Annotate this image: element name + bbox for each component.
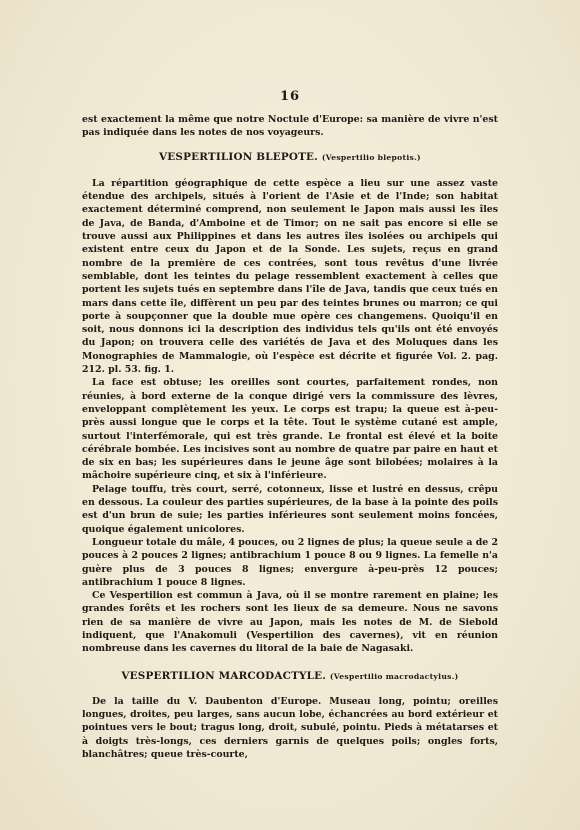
section-title: VESPERTILION MARCODACTYLE. — [121, 669, 327, 682]
paragraph: Ce Vespertilion est commun à Java, où il se montre rarement en plaine; les grandes forêts et les rochers sont les lieux de sa demeure. Nous ne savons rien de sa manière de vivre au Japon, mais les notes de M. de Siebold indiquent, que l'Anakomuli (Vespertilion des cavernes), vit en réunion nombreuse dans les cavernes du litoral de la baie de Nagasaki. — [82, 590, 498, 655]
section-title: VESPERTILION BLEPOTE. — [159, 150, 318, 163]
body-text — [82, 113, 498, 761]
paragraph: De la taille du V. Daubenton d'Europe. Museau long, pointu; oreilles longues, droites, peu larges, sans aucun lobe, échancrées au bord extérieur et pointues vers le bout; tragus long, droit, subulé, pointu. Pieds à métatarses et à doigts très-longs, ces derniers garnis de quelques poils; ongles forts, blanchâtres; queue très-courte, — [82, 695, 498, 761]
section-heading-blepote — [82, 151, 498, 164]
paragraph: La face est obtuse; les oreilles sont courtes, parfaitement rondes, non réunies, à bord externe de la conque dirigé vers la commissure des lèvres, enveloppant complètement les yeux. Le corps est trapu; la queue est à-peu-près aussi longue que le corps et la tête. Tout le système cutané est ample, surtout l'interfémorale, qui est très grande. Le frontal est élevé et la boite cérébrale bombée. Les incisives sont au nombre de quatre par paire en haut et de six en bas; les supérieures dans le jeune âge sont bilobées; molaires à la mâchoire supérieure cinq, et six à l'inférieure. — [82, 377, 498, 482]
paragraph: Pelage touffu, très court, serré, cotonneux, lisse et lustré en dessus, crêpu en dessous. La couleur des parties supérieures, de la base à la pointe des poils est d'un brun de suie; les parties inférieures sont seulement moins foncées, quoique également unicolores. — [82, 483, 498, 535]
intro-paragraph: est exactement la même que notre Noctule d'Europe: sa manière de vivre n'est pas indiquée dans les notes de nos voyageurs. — [82, 114, 498, 139]
paragraph: Longueur totale du mâle, 4 pouces, ou 2 lignes de plus; la queue seule a de 2 pouces à 2 pouces 2 lignes; antibrachium 1 pouce 8 ou 9 lignes. La femelle n'a guère plus de 3 pouces 8 lignes; envergure à-peu-près 12 pouces; antibrachium 1 pouce 8 lignes. — [82, 536, 498, 588]
section-latin-name: (Vespertilio macrodactylus.) — [329, 671, 459, 681]
page-number: 16 — [279, 89, 301, 104]
section-latin-name: (Vespertilio blepotis.) — [321, 152, 421, 162]
section-heading-marcodactyle — [82, 670, 498, 683]
paragraph: La répartition géographique de cette espèce a lieu sur une assez vaste étendue des archipels, situés à l'orient de l'Asie et de l'Inde; son habitat exactement déterminé comprend, non seulement le Japon mais aussi les îles de Java, de Banda, d'Amboine et de Timor; on ne sait pas encore si elle se trouve aussi aux Philippines et dans les autres îles isolées ou archipels qui existent entre ceux du Japon et de la Sonde. Les sujets, reçus en grand nombre de la première de ces contrées, sont tous revêtus d'une livrée semblable, dont les teintes du pelage ressemblent exactement à celles que portent les sujets tués en septembre dans l'île de Java, tandis que ceux tués en mars dans cette île, diffèrent un peu par des teintes brunes ou marron; ce qui porte à soupçonner que la double mue opère ces changemens. Quoiqu'il en soit, nous donnons ici la description des individus tels qu'ils ont été envoyés du Japon; on trouvera celle des variétés de Java et des Moluques dans les Monographies de Mammalogie, où l'espèce est décrite et figurée Vol. 2. pag. 212. pl. 53. fig. 1. — [82, 177, 498, 376]
